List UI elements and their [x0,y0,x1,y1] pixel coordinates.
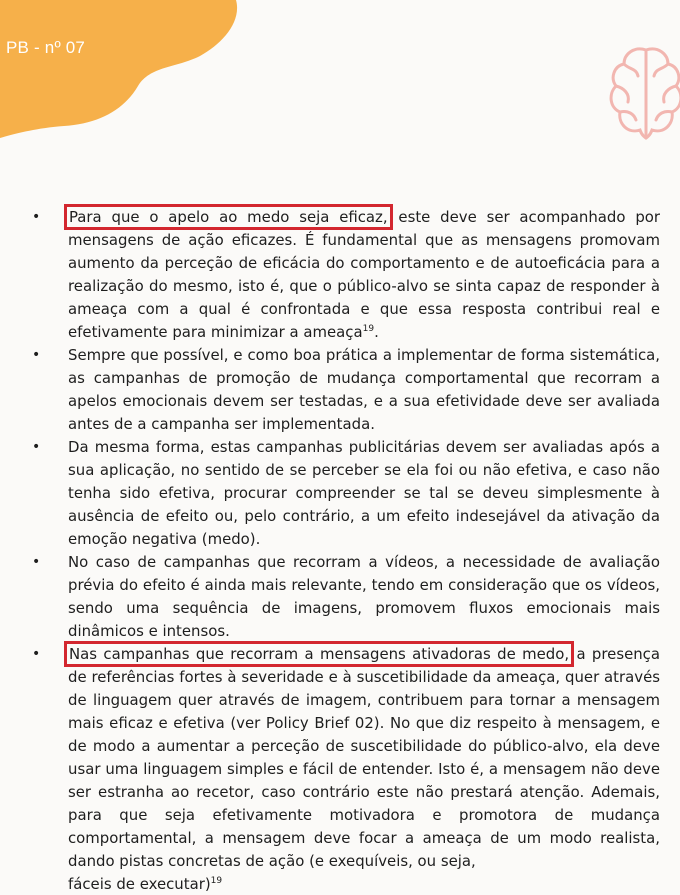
paragraph: Da mesma forma, estas campanhas publicitárias devem ser avaliadas após a sua aplicação, no sentido de se perceber se ela foi ou não efetiva, e caso não tenha sido efetiva, procurar compreender se tal se deveu simplesmente à ausência de efeito ou, pelo contrário, a um efeito indesejável da ativação da emoção negativa (medo). [68,438,660,548]
list-item [30,344,660,436]
bullet-list [30,206,660,895]
policy-brief-label: PB - nº 07 [6,38,86,57]
highlighted-phrase: Nas campanhas que recorram a mensagens ativadoras de medo, [69,645,570,663]
bullet-dot: • [32,646,41,662]
orange-blob-shape [0,0,250,140]
list-item [30,551,660,643]
paragraph: Sempre que possível, e como boa prática a implementar de forma sistemática, as campanhas de promoção de mudança comportamental que recorram a apelos emocionais devem ser testadas, e a sua efetividade deve ser avaliada antes de a campanha ser implementada. [68,346,660,433]
brain-icon [606,44,680,144]
paragraph: Para que o apelo ao medo seja eficaz, este deve ser acompanhado por mensagens de ação eficazes. É fundamental que as mensagens promovam aumento da perceção de eficácia do comportamento e de autoeficácia para a realização do mesmo, isto é, que o público-alvo se sinta capaz de responder à ameaça com a qual é confrontada e que essa resposta contribui real e efetivamente para minimizar a ameaça$^{19}$. [68,208,660,341]
list-item [30,436,660,551]
paragraph: Nas campanhas que recorram a mensagens ativadoras de medo, a presença de referências fortes à severidade e à suscetibilidade da ameaça, quer através de linguagem quer através de imagem, contribuem para tornar a mensagem mais eficaz e efetiva (ver Policy Brief 02). No que diz respeito à mensagem, e de modo a aumentar a perceção de suscetibilidade do público-alvo, ela deve usar uma linguagem simples e fácil de entender. Isto é, a mensagem não deve ser estranha ao recetor, caso contrário este não prestará atenção. Ademais, para que seja efetivamente motivadora e promotora de mudança comportamental, a mensagem deve focar a ameaça de um modo realista, dando pistas concretas de ação (e exequíveis, ou seja, [68,645,660,870]
bullet-dot: • [32,209,41,225]
paragraph: No caso de campanhas que recorram a vídeos, a necessidade de avaliação prévia do efeito é ainda mais relevante, tendo em consideração que os vídeos, sendo uma sequência de imagens, promovem fluxos emocionais mais dinâmicos e intensos. [68,553,660,640]
bullet-dot: • [32,554,41,570]
footnote-ref: 19 [210,876,223,887]
list-item [30,643,660,895]
bullet-dot: • [32,439,41,455]
footnote-ref: 19 [362,324,375,335]
bullet-dot: • [32,347,41,363]
highlighted-phrase: Para que o apelo ao medo seja eficaz, [69,208,388,226]
cut-off-line: fáceis de executar)$^{19}$ [68,875,223,893]
list-item [30,206,660,344]
